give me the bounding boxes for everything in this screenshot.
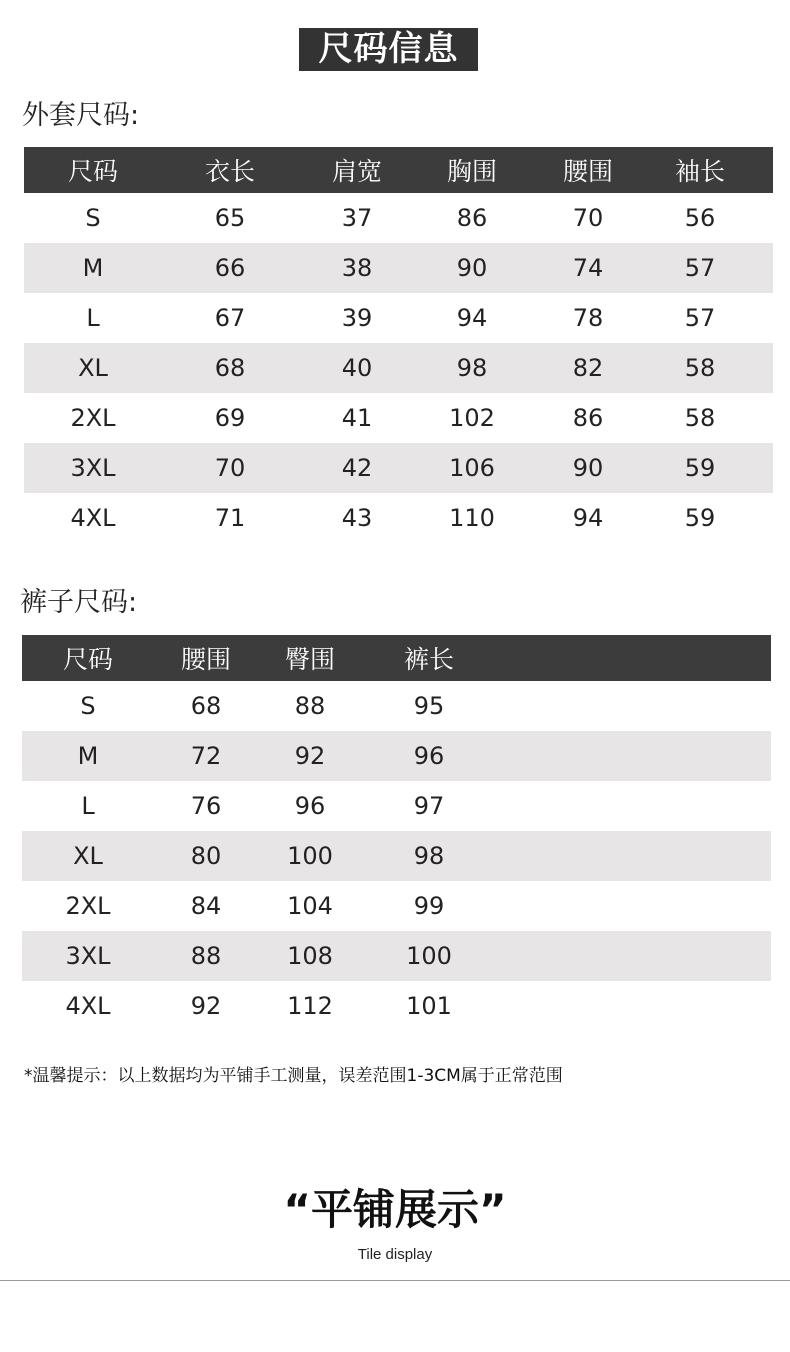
table-row [24, 293, 773, 343]
column-header: 腰围 [180, 645, 232, 674]
table-cell: 95 [413, 692, 445, 720]
table-cell: M [77, 742, 99, 770]
table-cell: L [81, 792, 95, 820]
table-row [24, 243, 773, 293]
table-row [24, 443, 773, 493]
table-cell: 68 [190, 692, 222, 720]
table-cell: 99 [413, 892, 445, 920]
jacket-size-label: 外套尺码: [22, 100, 140, 131]
table-cell: 37 [341, 204, 373, 232]
table-cell: 74 [572, 254, 604, 282]
table-cell: 112 [287, 992, 333, 1020]
table-cell: 3XL [70, 454, 116, 482]
table-cell: 56 [684, 204, 716, 232]
column-header: 尺码 [62, 645, 114, 674]
table-cell: 92 [294, 742, 326, 770]
jacket-size-table [24, 147, 773, 543]
table-cell: 78 [572, 304, 604, 332]
column-header: 臀围 [284, 645, 336, 674]
table-cell: 86 [572, 404, 604, 432]
table-cell: 38 [341, 254, 373, 282]
table-cell: 88 [294, 692, 326, 720]
table-cell: 41 [341, 404, 373, 432]
table-row [22, 931, 771, 981]
table-cell: 104 [287, 892, 333, 920]
table-cell: 70 [572, 204, 604, 232]
table-header-row [24, 147, 773, 193]
table-row [22, 731, 771, 781]
table-cell: 96 [413, 742, 445, 770]
table-cell: 108 [287, 942, 333, 970]
pants-size-label: 裤子尺码: [20, 587, 138, 618]
table-row [22, 881, 771, 931]
table-cell: 2XL [70, 404, 116, 432]
table-cell: 84 [190, 892, 222, 920]
table-cell: 90 [456, 254, 488, 282]
table-cell: 69 [214, 404, 246, 432]
tile-display-subtitle: Tile display [357, 1246, 433, 1263]
table-cell: 98 [456, 354, 488, 382]
page-title: 尺码信息 [299, 28, 478, 71]
table-cell: 71 [214, 504, 246, 532]
table-cell: M [82, 254, 104, 282]
table-cell: 59 [684, 454, 716, 482]
table-cell: 90 [572, 454, 604, 482]
table-cell: 68 [214, 354, 246, 382]
table-cell: 40 [341, 354, 373, 382]
table-cell: 39 [341, 304, 373, 332]
table-row [24, 393, 773, 443]
table-cell: 65 [214, 204, 246, 232]
column-header: 腰围 [562, 157, 614, 186]
table-cell: 94 [572, 504, 604, 532]
table-cell: 4XL [70, 504, 116, 532]
table-cell: 100 [406, 942, 452, 970]
table-cell: 57 [684, 254, 716, 282]
table-row [24, 493, 773, 543]
table-row [22, 681, 771, 731]
tile-display-title: “平铺展示” [283, 1185, 507, 1234]
table-cell: 76 [190, 792, 222, 820]
table-cell: 2XL [65, 892, 111, 920]
table-cell: 80 [190, 842, 222, 870]
table-cell: 4XL [65, 992, 111, 1020]
table-header-row [22, 635, 771, 681]
table-cell: 100 [287, 842, 333, 870]
table-cell: 42 [341, 454, 373, 482]
table-cell: 88 [190, 942, 222, 970]
table-row [22, 781, 771, 831]
table-cell: 96 [294, 792, 326, 820]
column-header: 胸围 [446, 157, 498, 186]
table-cell: 101 [406, 992, 452, 1020]
table-cell: 98 [413, 842, 445, 870]
table-cell: 102 [449, 404, 495, 432]
table-cell: 66 [214, 254, 246, 282]
table-cell: L [86, 304, 100, 332]
table-cell: 92 [190, 992, 222, 1020]
table-cell: XL [78, 354, 108, 382]
pants-size-table [22, 635, 771, 1031]
column-header: 裤长 [403, 645, 455, 674]
table-cell: 94 [456, 304, 488, 332]
column-header: 袖长 [674, 157, 726, 186]
table-cell: 82 [572, 354, 604, 382]
table-cell: XL [73, 842, 103, 870]
column-header: 尺码 [67, 157, 119, 186]
table-cell: 110 [449, 504, 495, 532]
table-cell: 57 [684, 304, 716, 332]
table-cell: 3XL [65, 942, 111, 970]
table-cell: 86 [456, 204, 488, 232]
table-cell: S [85, 204, 101, 232]
table-cell: 59 [684, 504, 716, 532]
table-row [24, 193, 773, 243]
table-row [22, 831, 771, 881]
table-cell: S [80, 692, 96, 720]
table-cell: 97 [413, 792, 445, 820]
column-header: 衣长 [204, 157, 256, 186]
table-cell: 67 [214, 304, 246, 332]
table-cell: 70 [214, 454, 246, 482]
table-cell: 72 [190, 742, 222, 770]
measurement-note: *温馨提示：以上数据均为平铺手工测量，误差范围1-3CM属于正常范围 [24, 1066, 563, 1086]
table-cell: 43 [341, 504, 373, 532]
table-cell: 58 [684, 354, 716, 382]
column-header: 肩宽 [331, 157, 383, 186]
section-divider [0, 1280, 790, 1281]
table-cell: 106 [449, 454, 495, 482]
table-row [24, 343, 773, 393]
table-row [22, 981, 771, 1031]
table-cell: 58 [684, 404, 716, 432]
